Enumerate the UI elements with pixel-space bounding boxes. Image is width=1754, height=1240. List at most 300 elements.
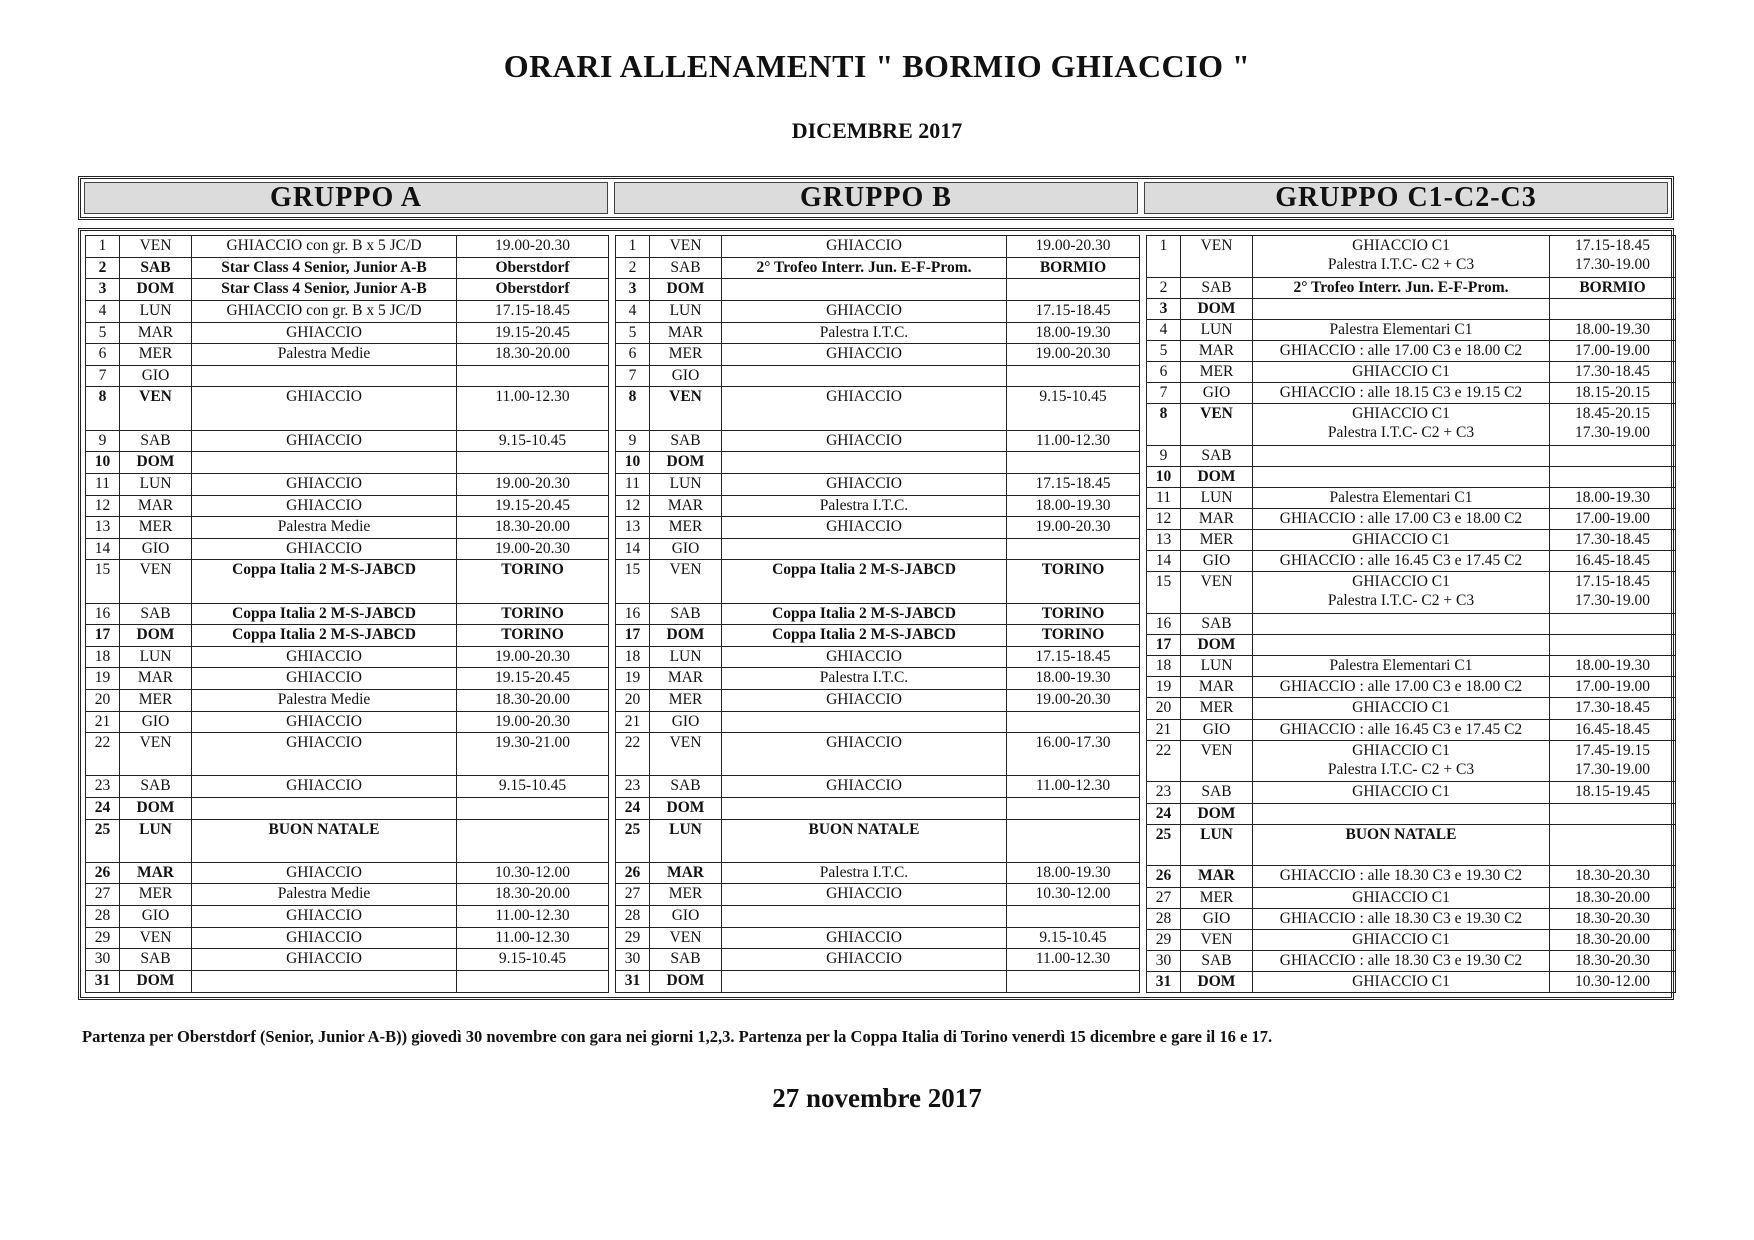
time-cell bbox=[1007, 949, 1140, 971]
day-number-cell-text: 5 bbox=[98, 323, 107, 341]
weekday-cell-text: GIO bbox=[671, 366, 700, 384]
time-cell bbox=[457, 387, 609, 430]
day-number-cell-text: 30 bbox=[94, 950, 111, 968]
table-row bbox=[616, 819, 1140, 862]
day-number-cell-text: 20 bbox=[94, 691, 111, 709]
weekday-cell bbox=[650, 344, 722, 366]
day-number-cell bbox=[1147, 908, 1181, 929]
weekday-cell-text: VEN bbox=[139, 928, 172, 946]
weekday-cell bbox=[650, 798, 722, 820]
weekday-cell bbox=[650, 625, 722, 647]
table-row bbox=[86, 300, 609, 322]
table-row bbox=[616, 862, 1140, 884]
activity-cell-text: GHIACCIO : alle 17.00 C3 e 18.00 C2 bbox=[1279, 510, 1523, 528]
activity-cell-text: GHIACCIO C1 bbox=[1352, 699, 1450, 717]
day-number-cell bbox=[616, 906, 650, 928]
day-number-cell-text: 10 bbox=[1155, 468, 1172, 486]
day-number-cell bbox=[1147, 298, 1181, 319]
time-cell-text: 19.00-20.30 bbox=[495, 539, 570, 557]
day-number-cell-text: 14 bbox=[624, 539, 641, 557]
time-cell bbox=[1007, 690, 1140, 712]
day-number-cell-text: 25 bbox=[624, 820, 641, 838]
day-number-cell bbox=[1147, 551, 1181, 572]
time-cell bbox=[1550, 971, 1676, 992]
time-cell bbox=[457, 322, 609, 344]
activity-cell bbox=[192, 344, 457, 366]
time-cell bbox=[457, 495, 609, 517]
weekday-cell bbox=[120, 819, 192, 862]
weekday-cell-text: VEN bbox=[139, 388, 172, 406]
day-number-cell bbox=[86, 236, 120, 258]
table-row bbox=[616, 344, 1140, 366]
activity-cell-text-2: Palestra I.T.C- C2 + C3 bbox=[1327, 256, 1475, 273]
weekday-cell-text: SAB bbox=[670, 604, 701, 622]
weekday-cell bbox=[1181, 656, 1253, 677]
activity-cell bbox=[1253, 236, 1550, 278]
time-cell bbox=[1550, 277, 1676, 298]
weekday-cell bbox=[650, 733, 722, 776]
time-cell bbox=[1550, 551, 1676, 572]
weekday-cell bbox=[650, 819, 722, 862]
day-number-cell bbox=[1147, 383, 1181, 404]
weekday-cell-text: MAR bbox=[1197, 867, 1236, 885]
weekday-cell-text: DOM bbox=[1197, 804, 1236, 822]
time-cell bbox=[1007, 733, 1140, 776]
weekday-cell bbox=[650, 668, 722, 690]
day-number-cell bbox=[616, 517, 650, 539]
day-number-cell-text: 30 bbox=[1155, 951, 1172, 969]
day-number-cell-text: 13 bbox=[94, 518, 111, 536]
time-cell-text: 17.15-18.45 bbox=[495, 301, 570, 319]
activity-cell bbox=[1253, 740, 1550, 782]
day-number-cell bbox=[86, 517, 120, 539]
table-row bbox=[616, 603, 1140, 625]
weekday-cell bbox=[650, 517, 722, 539]
day-number-cell-text: 22 bbox=[94, 734, 111, 752]
time-cell-text: 19.15-20.45 bbox=[495, 323, 570, 341]
day-number-cell bbox=[86, 971, 120, 993]
time-cell bbox=[1007, 387, 1140, 430]
time-cell bbox=[457, 927, 609, 949]
weekday-cell bbox=[120, 517, 192, 539]
activity-cell-text-2: Palestra I.T.C- C2 + C3 bbox=[1327, 424, 1475, 442]
weekday-cell-text: SAB bbox=[670, 258, 701, 276]
time-cell-text: TORINO bbox=[1041, 626, 1105, 644]
activity-cell-text: GHIACCIO bbox=[286, 950, 362, 968]
activity-cell bbox=[722, 387, 1007, 430]
weekday-cell-text: SAB bbox=[1201, 615, 1232, 633]
day-number-cell-text: 5 bbox=[628, 323, 637, 341]
weekday-cell-text: GIO bbox=[671, 712, 700, 730]
weekday-cell-text: SAB bbox=[1201, 278, 1232, 296]
day-number-cell-text: 17 bbox=[624, 626, 641, 644]
day-number-cell-text: 7 bbox=[628, 366, 637, 384]
weekday-cell-text: LUN bbox=[139, 820, 172, 838]
table-row bbox=[616, 798, 1140, 820]
weekday-cell bbox=[120, 625, 192, 647]
time-cell-text: 11.00-12.30 bbox=[1035, 777, 1111, 795]
activity-cell-text: GHIACCIO bbox=[826, 237, 902, 254]
activity-cell-text: GHIACCIO : alle 18.30 C3 e 19.30 C2 bbox=[1279, 951, 1523, 969]
time-cell bbox=[1007, 884, 1140, 906]
activity-cell bbox=[722, 776, 1007, 798]
activity-cell bbox=[1253, 383, 1550, 404]
weekday-cell bbox=[1181, 509, 1253, 530]
day-number-cell bbox=[616, 603, 650, 625]
day-number-cell bbox=[86, 776, 120, 798]
activity-cell-text: Palestra Elementari C1 bbox=[1329, 321, 1473, 338]
activity-cell bbox=[722, 365, 1007, 387]
time-cell-text: TORINO bbox=[501, 626, 564, 644]
day-number-cell-text: 22 bbox=[1155, 741, 1172, 759]
day-number-cell bbox=[616, 711, 650, 733]
day-number-cell-text: 10 bbox=[94, 453, 111, 471]
day-number-cell-text: 12 bbox=[94, 496, 111, 514]
footnote: Partenza per Oberstdorf (Senior, Junior A-B)) giovedì 30 novembre con gara nei giorni 1,2,3. Partenza per la Coppa Italia di Torino venerdì 15 dicembre e gare il 16 e 17. bbox=[82, 1027, 1273, 1046]
activity-cell bbox=[722, 862, 1007, 884]
weekday-cell bbox=[1181, 782, 1253, 803]
time-cell-text: 18.30-20.30 bbox=[1575, 909, 1650, 927]
time-cell bbox=[1007, 452, 1140, 474]
table-row bbox=[616, 300, 1140, 322]
day-number-cell bbox=[1147, 509, 1181, 530]
table-row bbox=[1147, 488, 1676, 509]
activity-cell bbox=[1253, 887, 1550, 908]
activity-cell-text: Palestra Medie bbox=[277, 518, 371, 536]
group-a-table bbox=[85, 235, 609, 993]
time-cell bbox=[1007, 971, 1140, 993]
weekday-cell-text: MER bbox=[138, 885, 173, 903]
time-cell bbox=[1007, 625, 1140, 647]
time-cell-text: 18.30-20.00 bbox=[495, 885, 570, 903]
weekday-cell bbox=[120, 452, 192, 474]
activity-cell bbox=[722, 668, 1007, 690]
activity-cell bbox=[192, 452, 457, 474]
activity-cell bbox=[1253, 677, 1550, 698]
table-row bbox=[616, 322, 1140, 344]
weekday-cell-text: SAB bbox=[140, 777, 171, 795]
weekday-cell bbox=[1181, 236, 1253, 278]
day-number-cell-text: 26 bbox=[624, 863, 641, 881]
day-number-cell-text: 1 bbox=[98, 237, 107, 254]
time-cell-text: 19.15-20.45 bbox=[495, 496, 570, 514]
table-row bbox=[616, 668, 1140, 690]
time-cell bbox=[1550, 488, 1676, 509]
time-cell-text: 19.00-20.30 bbox=[495, 237, 570, 254]
group-header-band bbox=[78, 176, 1674, 220]
time-cell bbox=[1550, 341, 1676, 362]
time-cell-text: 18.00-19.30 bbox=[1575, 657, 1650, 675]
weekday-cell bbox=[120, 236, 192, 258]
table-row bbox=[1147, 404, 1676, 446]
activity-cell-text: Coppa Italia 2 M-S-JABCD bbox=[232, 561, 416, 579]
activity-cell bbox=[1253, 719, 1550, 740]
time-cell bbox=[1550, 866, 1676, 887]
weekday-cell-text: SAB bbox=[670, 950, 701, 968]
day-number-cell-text: 17 bbox=[94, 626, 111, 644]
time-cell bbox=[1007, 560, 1140, 603]
day-number-cell-text: 1 bbox=[1159, 237, 1168, 254]
activity-cell-text: BUON NATALE bbox=[808, 820, 920, 838]
day-number-cell-text: 20 bbox=[1155, 699, 1172, 717]
day-number-cell bbox=[1147, 614, 1181, 635]
activity-cell-text: GHIACCIO C1 bbox=[1352, 363, 1450, 381]
table-row bbox=[1147, 698, 1676, 719]
time-cell bbox=[457, 776, 609, 798]
weekday-cell-text: MER bbox=[1199, 363, 1234, 381]
day-number-cell-text: 28 bbox=[1155, 909, 1172, 927]
table-row bbox=[616, 906, 1140, 928]
weekday-cell-text: LUN bbox=[1200, 657, 1233, 675]
weekday-cell-text: SAB bbox=[140, 431, 171, 449]
activity-cell bbox=[192, 495, 457, 517]
time-cell bbox=[457, 452, 609, 474]
table-row bbox=[1147, 530, 1676, 551]
day-number-cell bbox=[616, 387, 650, 430]
day-number-cell bbox=[616, 538, 650, 560]
time-cell-text: 17.45-19.15 bbox=[1575, 741, 1650, 759]
time-cell-text: 10.30-12.00 bbox=[1035, 885, 1111, 903]
weekday-cell-text: DOM bbox=[666, 280, 705, 298]
table-row bbox=[1147, 320, 1676, 341]
time-cell bbox=[1007, 646, 1140, 668]
time-cell bbox=[1007, 279, 1140, 301]
time-cell bbox=[1550, 383, 1676, 404]
day-number-cell bbox=[616, 819, 650, 862]
time-cell-text: 11.00-12.30 bbox=[495, 928, 570, 946]
activity-cell bbox=[1253, 551, 1550, 572]
table-row bbox=[616, 711, 1140, 733]
activity-cell bbox=[192, 862, 457, 884]
table-row bbox=[616, 646, 1140, 668]
activity-cell bbox=[722, 884, 1007, 906]
activity-cell bbox=[1253, 467, 1550, 488]
day-number-cell-text: 13 bbox=[1155, 531, 1172, 549]
activity-cell bbox=[722, 603, 1007, 625]
activity-cell-text: Coppa Italia 2 M-S-JABCD bbox=[772, 561, 956, 579]
time-cell-text: 17.15-18.45 bbox=[1575, 573, 1650, 591]
day-number-cell bbox=[86, 430, 120, 452]
day-number-cell-text: 20 bbox=[624, 691, 641, 709]
day-number-cell bbox=[1147, 277, 1181, 298]
day-number-cell bbox=[616, 322, 650, 344]
time-cell bbox=[457, 344, 609, 366]
activity-cell bbox=[192, 884, 457, 906]
day-number-cell-text: 16 bbox=[94, 604, 111, 622]
day-number-cell-text: 18 bbox=[94, 647, 111, 665]
activity-cell-text: Coppa Italia 2 M-S-JABCD bbox=[232, 604, 416, 622]
day-number-cell bbox=[616, 365, 650, 387]
activity-cell bbox=[1253, 971, 1550, 992]
activity-cell-text: GHIACCIO bbox=[286, 323, 362, 341]
day-number-cell bbox=[86, 711, 120, 733]
activity-cell bbox=[1253, 530, 1550, 551]
activity-cell-text: GHIACCIO C1 bbox=[1352, 930, 1450, 948]
weekday-cell bbox=[120, 690, 192, 712]
time-cell bbox=[1007, 236, 1140, 258]
activity-cell-text: GHIACCIO C1 bbox=[1352, 741, 1450, 759]
day-number-cell-text: 1 bbox=[628, 237, 637, 254]
weekday-cell bbox=[1181, 719, 1253, 740]
day-number-cell bbox=[616, 344, 650, 366]
activity-cell bbox=[722, 949, 1007, 971]
time-cell-text: 17.00-19.00 bbox=[1575, 342, 1650, 360]
table-row bbox=[616, 625, 1140, 647]
table-row bbox=[86, 322, 609, 344]
table-row bbox=[86, 668, 609, 690]
weekday-cell bbox=[120, 884, 192, 906]
day-number-cell-text: 27 bbox=[94, 885, 111, 903]
weekday-cell bbox=[650, 603, 722, 625]
weekday-cell bbox=[650, 279, 722, 301]
table-row bbox=[616, 495, 1140, 517]
time-cell bbox=[457, 798, 609, 820]
weekday-cell bbox=[1181, 866, 1253, 887]
day-number-cell bbox=[616, 776, 650, 798]
weekday-cell-text: MER bbox=[668, 345, 703, 363]
table-row bbox=[616, 733, 1140, 776]
day-number-cell bbox=[1147, 803, 1181, 824]
time-cell-text: 16.45-18.45 bbox=[1575, 552, 1650, 570]
activity-cell bbox=[192, 560, 457, 603]
activity-cell-text: GHIACCIO C1 bbox=[1352, 237, 1450, 254]
time-cell-text: 9.15-10.45 bbox=[498, 950, 567, 968]
time-cell bbox=[1007, 473, 1140, 495]
weekday-cell bbox=[1181, 740, 1253, 782]
table-row bbox=[1147, 740, 1676, 782]
weekday-cell-text: GIO bbox=[141, 539, 170, 557]
day-number-cell bbox=[86, 473, 120, 495]
day-number-cell bbox=[1147, 530, 1181, 551]
table-row bbox=[86, 603, 609, 625]
table-row bbox=[1147, 908, 1676, 929]
day-number-cell bbox=[1147, 719, 1181, 740]
weekday-cell-text: DOM bbox=[666, 972, 705, 990]
time-cell bbox=[1007, 517, 1140, 539]
weekday-cell bbox=[120, 906, 192, 928]
activity-cell-text: GHIACCIO bbox=[826, 345, 902, 363]
day-number-cell bbox=[616, 625, 650, 647]
weekday-cell bbox=[1181, 824, 1253, 866]
weekday-cell bbox=[650, 711, 722, 733]
table-row bbox=[1147, 950, 1676, 971]
day-number-cell bbox=[616, 473, 650, 495]
day-number-cell bbox=[1147, 320, 1181, 341]
time-cell bbox=[457, 646, 609, 668]
weekday-cell bbox=[120, 776, 192, 798]
time-cell-text: 17.30-18.45 bbox=[1575, 531, 1650, 549]
time-cell bbox=[457, 603, 609, 625]
table-row bbox=[616, 560, 1140, 603]
weekday-cell-text: MAR bbox=[136, 863, 175, 881]
time-cell bbox=[1550, 929, 1676, 950]
time-cell-text: 19.00-20.30 bbox=[1035, 691, 1111, 709]
activity-cell-text: GHIACCIO bbox=[826, 388, 902, 406]
time-cell-text: 19.00-20.30 bbox=[1035, 345, 1111, 363]
day-number-cell bbox=[1147, 929, 1181, 950]
activity-cell bbox=[1253, 824, 1550, 866]
time-cell bbox=[1550, 298, 1676, 319]
activity-cell-text: GHIACCIO bbox=[826, 885, 902, 903]
time-cell-text: 19.15-20.45 bbox=[495, 669, 570, 687]
activity-cell bbox=[192, 538, 457, 560]
activity-cell bbox=[192, 257, 457, 279]
table-row bbox=[86, 733, 609, 776]
table-row bbox=[86, 819, 609, 862]
time-cell bbox=[1007, 430, 1140, 452]
weekday-cell bbox=[1181, 298, 1253, 319]
activity-cell bbox=[192, 322, 457, 344]
activity-cell bbox=[192, 625, 457, 647]
day-number-cell-text: 13 bbox=[624, 518, 641, 536]
weekday-cell bbox=[650, 646, 722, 668]
activity-cell bbox=[192, 517, 457, 539]
weekday-cell bbox=[120, 711, 192, 733]
day-number-cell-text: 25 bbox=[1155, 825, 1172, 843]
day-number-cell bbox=[1147, 236, 1181, 278]
weekday-cell-text: VEN bbox=[139, 237, 172, 254]
weekday-cell-text: LUN bbox=[1200, 321, 1233, 338]
day-number-cell bbox=[1147, 782, 1181, 803]
activity-cell bbox=[1253, 782, 1550, 803]
weekday-cell bbox=[650, 906, 722, 928]
weekday-cell-text: SAB bbox=[140, 258, 171, 276]
weekday-cell-text: VEN bbox=[1200, 237, 1233, 254]
table-row bbox=[1147, 362, 1676, 383]
weekday-cell bbox=[120, 798, 192, 820]
time-cell-text: Oberstdorf bbox=[495, 280, 570, 298]
day-number-cell bbox=[86, 365, 120, 387]
activity-cell bbox=[192, 430, 457, 452]
weekday-cell-text: SAB bbox=[1201, 447, 1232, 465]
time-cell bbox=[457, 473, 609, 495]
day-number-cell-text: 27 bbox=[1155, 888, 1172, 906]
day-number-cell bbox=[86, 798, 120, 820]
activity-cell-text: Star Class 4 Senior, Junior A-B bbox=[221, 258, 427, 276]
day-number-cell bbox=[86, 322, 120, 344]
weekday-cell-text: GIO bbox=[1202, 909, 1231, 927]
activity-cell-text: BUON NATALE bbox=[1345, 825, 1457, 843]
weekday-cell-text: GIO bbox=[1202, 384, 1231, 402]
weekday-cell-text: VEN bbox=[1200, 930, 1233, 948]
weekday-cell-text: MER bbox=[668, 518, 703, 536]
time-cell bbox=[1550, 614, 1676, 635]
weekday-cell-text: LUN bbox=[139, 301, 172, 319]
time-cell-text: 10.30-12.00 bbox=[495, 863, 570, 881]
weekday-cell bbox=[1181, 908, 1253, 929]
activity-cell-text: Palestra Medie bbox=[277, 345, 371, 363]
time-cell bbox=[457, 625, 609, 647]
weekday-cell-text: MER bbox=[138, 345, 173, 363]
time-cell-text: 17.00-19.00 bbox=[1575, 678, 1650, 696]
group-c-header: GRUPPO C1-C2-C3 bbox=[1144, 182, 1668, 214]
activity-cell bbox=[722, 646, 1007, 668]
time-cell-text: 18.30-20.00 bbox=[1575, 930, 1650, 948]
weekday-cell-text: DOM bbox=[666, 799, 705, 817]
weekday-cell bbox=[120, 646, 192, 668]
day-number-cell bbox=[616, 300, 650, 322]
weekday-cell-text: GIO bbox=[671, 907, 700, 925]
weekday-cell-text: GIO bbox=[141, 366, 170, 384]
weekday-cell-text: MER bbox=[668, 885, 703, 903]
table-row bbox=[86, 646, 609, 668]
day-number-cell bbox=[1147, 572, 1181, 614]
table-row bbox=[616, 971, 1140, 993]
weekday-cell bbox=[1181, 488, 1253, 509]
day-number-cell bbox=[1147, 635, 1181, 656]
activity-cell bbox=[722, 344, 1007, 366]
day-number-cell bbox=[86, 906, 120, 928]
